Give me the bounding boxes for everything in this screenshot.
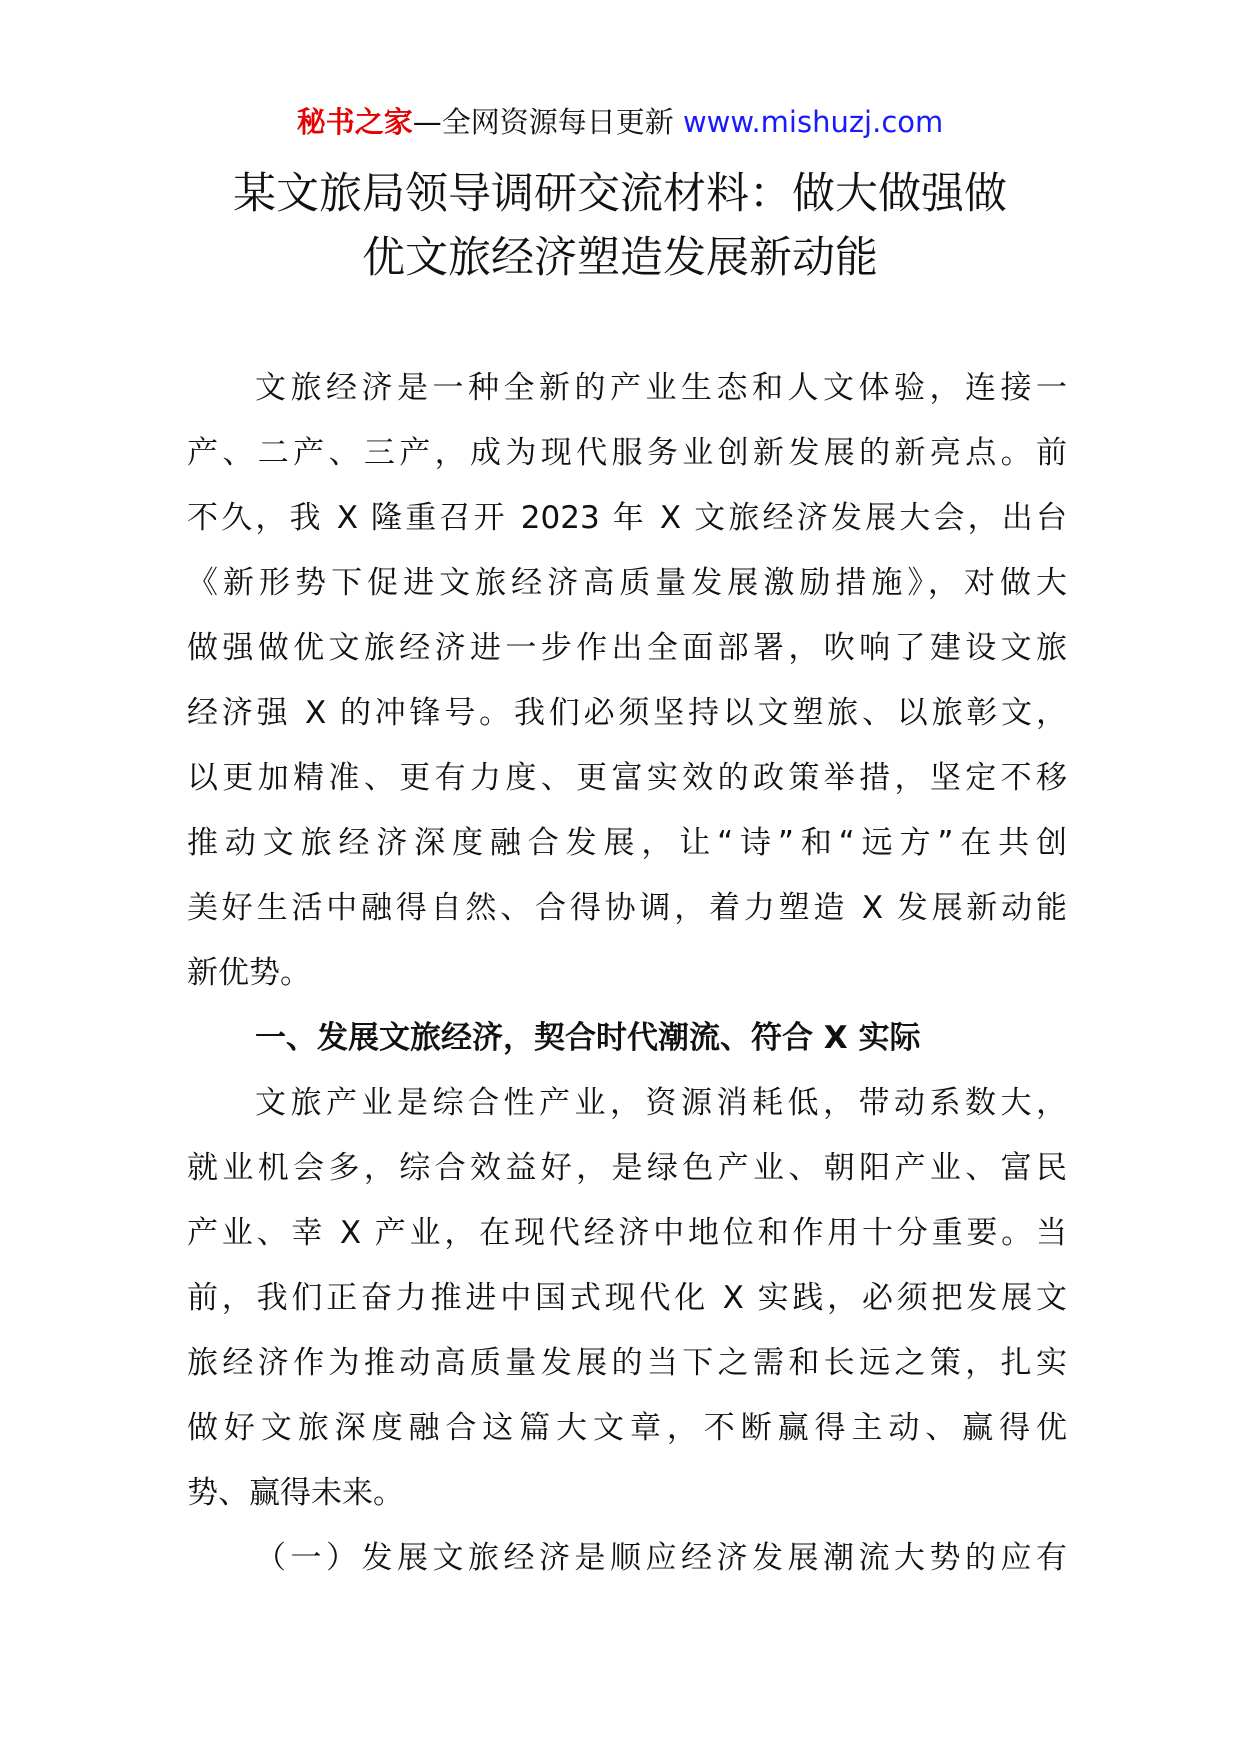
document-title (150, 162, 1090, 290)
body-line: 就业机会多，综合效益好，是绿色产业、朝阳产业、富民 (187, 1150, 1067, 1186)
body-line: 做好文旅深度融合这篇大文章，不断赢得主动、赢得优 (187, 1410, 1067, 1446)
body-line: 做强做优文旅经济进一步作出全面部署，吹响了建设文旅 (187, 630, 1067, 666)
subsection-heading: （一）发展文旅经济是顺应经济发展潮流大势的应有 (255, 1540, 1067, 1576)
body-line: 势、赢得未来。 (187, 1475, 404, 1511)
site-link[interactable]: www.mishuzj.com (682, 105, 944, 139)
body-line: 前，我们正奋力推进中国式现代化 X 实践，必须把发展文 (187, 1280, 1067, 1316)
body-line: 经济强 X 的冲锋号。我们必须坚持以文塑旅、以旅彰文， (187, 695, 1067, 731)
brand-name: 秘书之家 (296, 105, 413, 139)
body-line: 产、二产、三产，成为现代服务业创新发展的新亮点。前 (187, 435, 1067, 471)
section-heading: 一、发展文旅经济，契合时代潮流、符合 X 实际 (255, 1020, 921, 1056)
body-line: 旅经济作为推动高质量发展的当下之需和长远之策，扎实 (187, 1345, 1067, 1381)
header-tagline: —全网资源每日更新 (412, 105, 683, 139)
body-line: 《新形势下促进文旅经济高质量发展激励措施》，对做大 (187, 565, 1067, 601)
body-line: 文旅产业是综合性产业，资源消耗低，带动系数大， (255, 1085, 1067, 1121)
body-line: 以更加精准、更有力度、更富实效的政策举措，坚定不移 (187, 760, 1067, 796)
body-line: 不久，我 X 隆重召开 2023 年 X 文旅经济发展大会，出台 (187, 500, 1067, 536)
body-line: 产业、幸 X 产业，在现代经济中地位和作用十分重要。当 (187, 1215, 1067, 1251)
site-header (0, 102, 1240, 142)
body-line: 文旅经济是一种全新的产业生态和人文体验，连接一 (255, 370, 1067, 406)
body-line: 新优势。 (187, 955, 311, 991)
title-line: 优文旅经济塑造发展新动能 (362, 233, 878, 283)
document-body (187, 356, 1067, 1591)
body-line: 推动文旅经济深度融合发展，让“诗”和“远方”在共创 (187, 825, 1067, 861)
body-line: 美好生活中融得自然、合得协调，着力塑造 X 发展新动能 (187, 890, 1067, 926)
title-line: 某文旅局领导调研交流材料：做大做强做 (233, 169, 1007, 219)
